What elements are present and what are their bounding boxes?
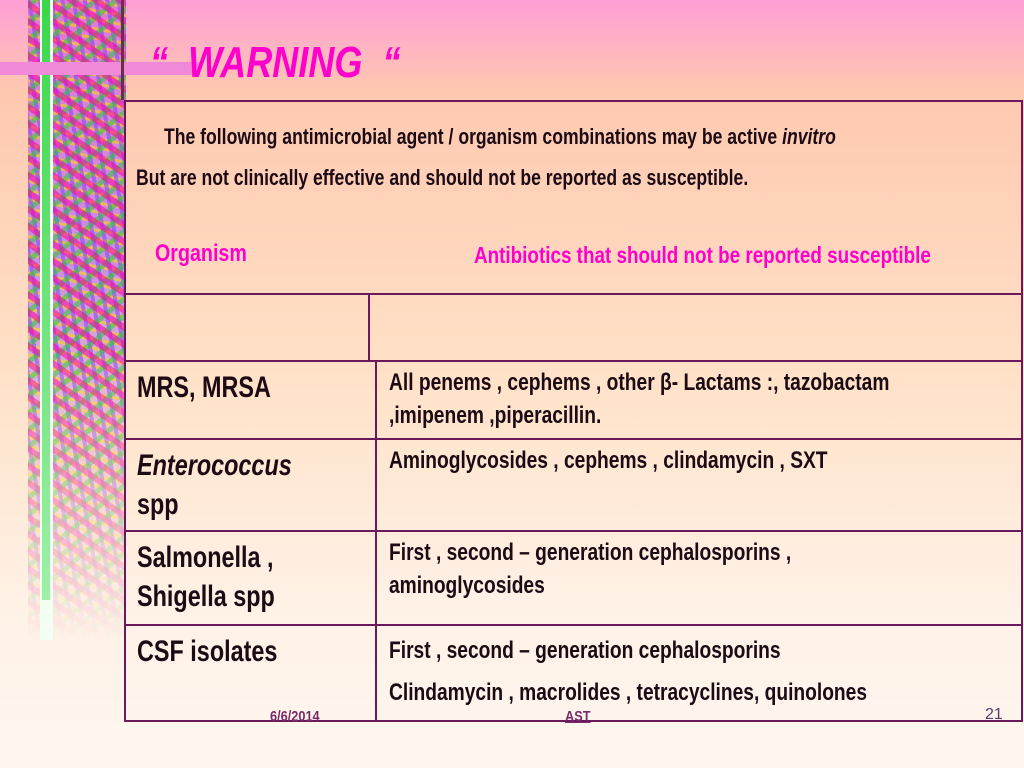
organism-name: CSF isolates [137,635,278,668]
organism-name: MRS, MRSA [137,371,271,404]
divider [370,624,1004,626]
table-row [126,362,1021,440]
table-cell-empty [377,295,1021,360]
organism-cell [126,362,377,438]
organism-name [137,538,275,616]
table-row [126,626,1021,720]
organism-cell [126,440,377,530]
antibiotics-line: All penems , cephems , other β- Lactams :, tazobactam [389,369,890,396]
table-row [126,440,1021,532]
organism-line: spp [137,488,179,521]
antibiotics-cell [377,440,1021,530]
table-row-empty [126,295,1021,362]
antibiotics-cell [377,362,1021,438]
antibiotics-text [389,444,828,477]
decorative-dark-bar [121,0,124,100]
antibiotics-line: First , second – generation cephalosporins [389,637,781,664]
warning-table [124,100,1023,722]
table-cell-empty [126,295,370,360]
antibiotics-line: aminoglycosides [389,572,545,599]
intro-cell [126,102,1021,295]
antibiotics-text [389,630,867,714]
slide-title: “ WARNING “ [150,38,401,87]
footer-title: AST [565,708,591,725]
organism-line: Salmonella , [137,541,274,574]
organism-line [137,446,292,485]
organism-cell [126,532,377,624]
antibiotics-line: First , second – generation cephalosporins , [389,539,792,566]
intro-line-2: But are not clinically effective and should not be reported as susceptible. [136,165,749,190]
organism-line: Shigella spp [137,580,275,613]
antibiotics-cell [377,626,1021,720]
antibiotics-text [389,536,791,602]
intro-line-1-text: The following antimicrobial agent / organism combinations may be active [164,124,783,149]
decorative-green-bar [42,0,50,600]
antibiotics-cell [377,532,1021,624]
organism-genus: Enterococcus [137,449,292,482]
table-row [126,532,1021,626]
organism-name [137,446,292,524]
antibiotics-line: ,imipenem ,piperacillin. [389,402,602,429]
antibiotics-text [389,366,889,432]
antibiotics-line: Aminoglycosides , cephems , clindamycin , SXT [389,447,828,474]
antibiotics-line: Clindamycin , macrolides , tetracyclines, quinolones [389,679,868,706]
intro-line-1 [164,124,836,150]
organism-header: Organism [155,240,247,267]
antibiotics-header: Antibiotics that should not be reported susceptible [474,242,931,268]
footer-date: 6/6/2014 [270,708,320,725]
organism-cell [126,626,377,720]
intro-line-1-italic: invitro [782,124,836,149]
page-number: 21 [985,706,1003,723]
